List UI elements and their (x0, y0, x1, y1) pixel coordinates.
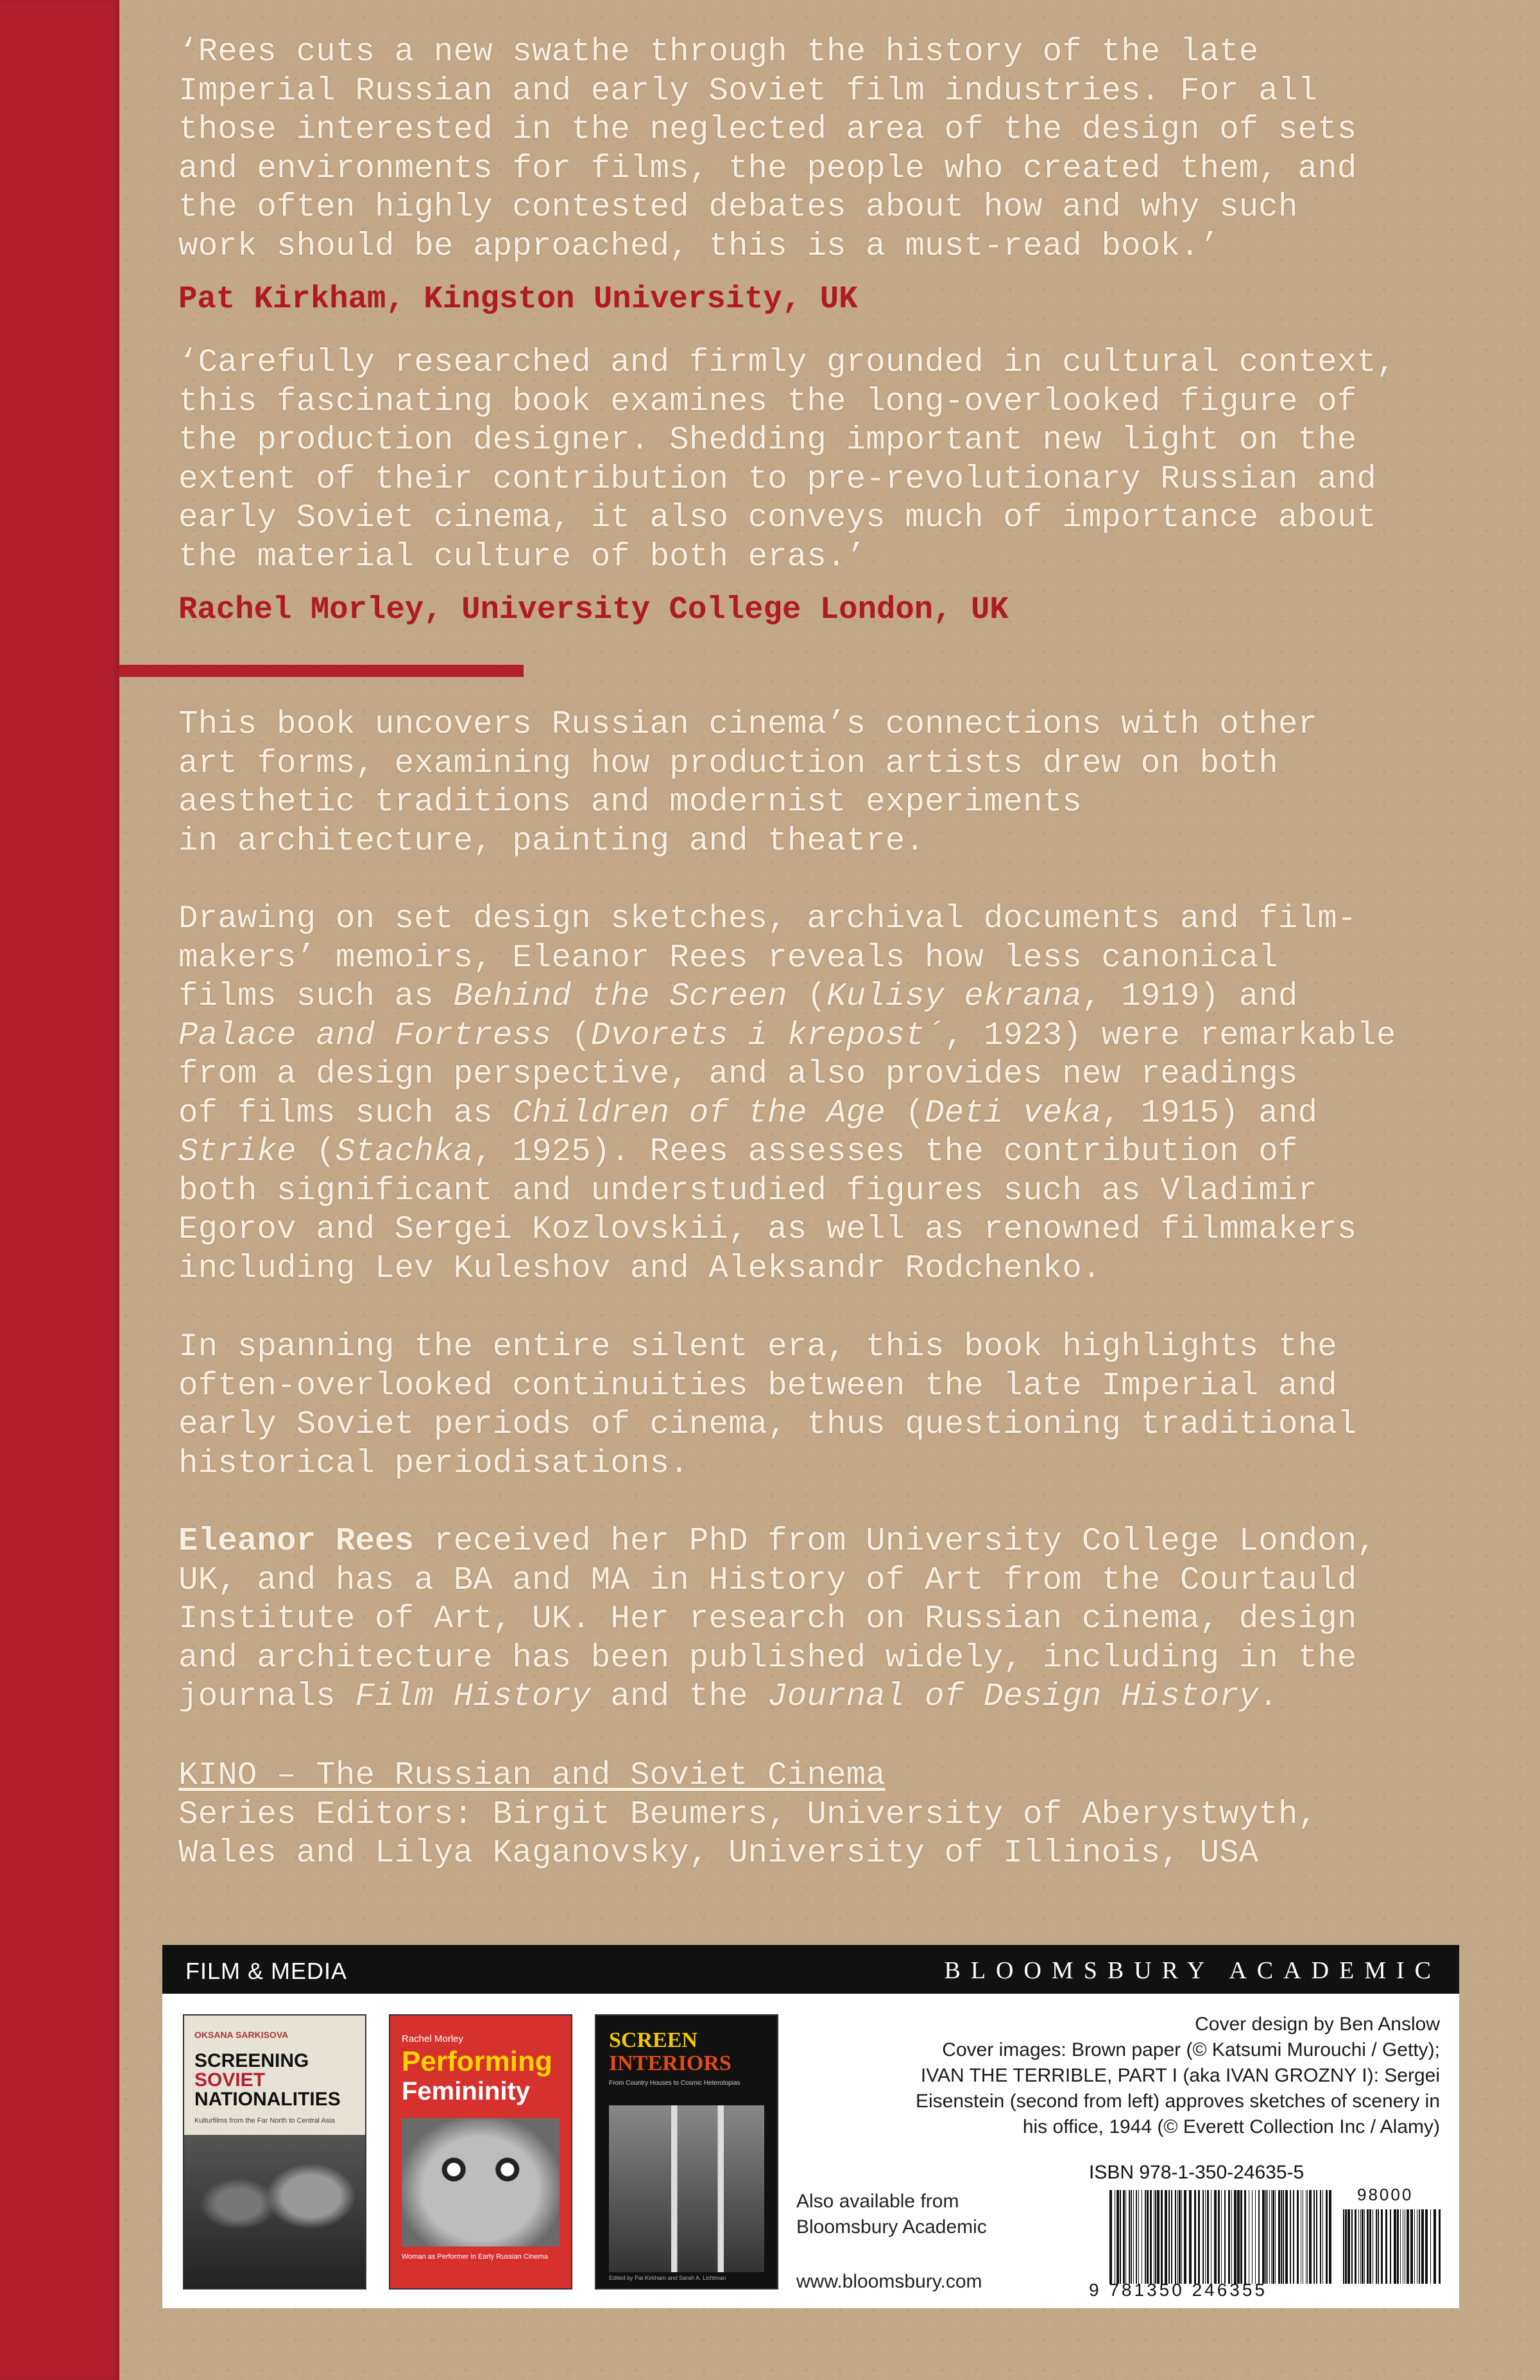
related-book-cover (184, 2016, 365, 2288)
barcode-digits: 9 781350 246355 (1089, 2280, 1267, 2300)
barcode-bar (1278, 2190, 1280, 2284)
text-run: , 1915) and (1101, 1095, 1318, 1132)
barcode-bar (1179, 2190, 1181, 2284)
publisher-panel (162, 1945, 1459, 2308)
paragraph-line: In spanning the entire silent era, this book highlights the (178, 1329, 1337, 1366)
barcode-bar (1194, 2190, 1196, 2284)
paragraph-line: Drawing on set design sketches, archival documents and film- (178, 901, 1357, 937)
barcode-bar (1364, 2209, 1365, 2284)
barcode-bar (1181, 2190, 1182, 2284)
book-editors: Edited by Pat Kirkham and Sarah A. Lichtman (609, 2275, 726, 2281)
barcode-bar (1355, 2209, 1356, 2284)
series-editors-line: Series Editors: Birgit Beumers, University of Aberystwyth, (178, 1796, 1318, 1833)
barcode-bar (1262, 2190, 1265, 2284)
barcode-bar (1351, 2209, 1353, 2284)
barcode-bar (1316, 2190, 1317, 2284)
barcode-bar (1267, 2190, 1268, 2284)
quote-line: the production designer. Shedding important new light on the (178, 422, 1357, 459)
barcode-bar (1168, 2190, 1170, 2284)
film-title: Dvorets i krepost´ (590, 1017, 945, 1054)
paragraph-line (178, 1017, 1462, 1056)
barcode-bar (1175, 2190, 1176, 2284)
quote-line: and environments for films, the people who created them, and (178, 150, 1357, 187)
barcode-bar (1421, 2209, 1424, 2284)
paragraph-line: often-overlooked continuities between the late Imperial and (178, 1367, 1337, 1405)
barcode-bar (1120, 2190, 1121, 2284)
red-divider (119, 665, 524, 677)
barcode-bar (1425, 2209, 1428, 2284)
credit-line: IVAN THE TERRIBLE, PART I (aka IVAN GROZNY I): Sergei (920, 2065, 1440, 2086)
barcode-bar (1281, 2190, 1282, 2284)
barcode-bar (1348, 2209, 1350, 2284)
text-run: ( (885, 1095, 925, 1132)
barcode-bar (1165, 2190, 1167, 2284)
barcode-bar (1414, 2209, 1415, 2284)
quote-line: the often highly contested debates about how and why such (178, 189, 1298, 226)
barcode-bar (1265, 2190, 1267, 2284)
text-run: ( (551, 1017, 591, 1054)
paragraph-line (178, 978, 1462, 1017)
series-editors-line: Wales and Lilya Kaganovsky, University of Illinois, USA (178, 1835, 1259, 1872)
barcode-bar (1228, 2190, 1230, 2284)
film-title: Behind the Screen (453, 979, 787, 1015)
barcode-bar (1394, 2209, 1396, 2284)
paragraph-line: from a design perspective, and also provides new readings (178, 1056, 1298, 1093)
paragraph-line: makers’ memoirs, Eleanor Rees reveals how less canonical (178, 939, 1278, 977)
film-title: Kulisy ekrana (826, 979, 1082, 1015)
barcode-bar (1125, 2190, 1126, 2284)
publisher-website: www.bloomsbury.com (796, 2271, 982, 2292)
barcode-bar (1177, 2190, 1178, 2284)
quote-line: the material culture of both eras.’ (178, 538, 866, 576)
barcode-bar (1147, 2190, 1149, 2284)
film-title: Deti veka (925, 1095, 1102, 1132)
book-title-line: NATIONALITIES (194, 2089, 341, 2110)
barcode-bar (1116, 2190, 1119, 2284)
credit-line: Eisenstein (second from left) approves sketches of scenery in (915, 2091, 1440, 2112)
barcode-bar (1285, 2190, 1288, 2284)
paragraph-line: historical periodisations. (178, 1445, 689, 1482)
author-name: Eleanor Rees (178, 1523, 415, 1560)
paragraph-line: early Soviet periods of cinema, thus questioning traditional (178, 1407, 1357, 1443)
barcode-bar (1252, 2190, 1253, 2284)
paragraph-line: both significant and understudied figures such as Vladimir (178, 1172, 1318, 1210)
barcode-bar (1145, 2190, 1146, 2284)
barcode-bar (1171, 2190, 1172, 2284)
cover-credits (837, 2012, 1440, 2140)
barcode-bar (1237, 2190, 1240, 2284)
barcode-bar (1157, 2190, 1159, 2284)
also-available-line: Bloomsbury Academic (796, 2216, 987, 2238)
quote-1 (178, 33, 1462, 266)
barcode-bar (1202, 2190, 1204, 2284)
barcode-bar (1136, 2190, 1137, 2284)
film-title: Palace and Fortress (178, 1017, 552, 1054)
paragraph-line: UK, and has a BA and MA in History of Art from the Courtauld (178, 1562, 1357, 1599)
barcode-bar (1410, 2209, 1413, 2284)
barcode-bar (1326, 2190, 1328, 2284)
publisher-logo: BLOOMSBURY ACADEMIC (944, 1957, 1441, 1984)
description-paragraph-2 (178, 900, 1462, 1288)
barcode-bar (1400, 2209, 1401, 2284)
barcode-bar (1221, 2190, 1222, 2284)
barcode-bar (1214, 2190, 1217, 2284)
paragraph-line: This book uncovers Russian cinema’s connections with other (178, 706, 1318, 743)
related-book-cover (390, 2016, 571, 2288)
quote-1-attribution: Pat Kirkham, Kingston University, UK (178, 281, 858, 317)
barcode-bar (1419, 2209, 1420, 2284)
text-run: and the (590, 1679, 768, 1715)
barcode-bar (1307, 2190, 1308, 2284)
paragraph-line (178, 1133, 1462, 1172)
barcode-bar (1275, 2190, 1276, 2284)
book-title-line: SCREENING (194, 2050, 309, 2071)
paragraph-line (178, 1523, 1462, 1562)
barcode-bar (1133, 2190, 1134, 2284)
film-title: Strike (178, 1134, 296, 1170)
paragraph-line: Institute of Art, UK. Her research on Russian cinema, design (178, 1601, 1357, 1638)
quote-line: work should be approached, this is a must-read book.’ (178, 228, 1220, 265)
barcode-bar (1271, 2190, 1272, 2284)
barcode-bar (1109, 2190, 1112, 2284)
book-title-line: SCREEN (609, 2028, 697, 2052)
book-cover-photo (609, 2105, 764, 2272)
text-run: , 1925). Rees assesses the contribution of (473, 1134, 1298, 1170)
barcode-bar (1207, 2190, 1209, 2284)
barcode-bar (1231, 2190, 1232, 2284)
barcode-bar (1189, 2190, 1192, 2284)
barcode-bar (1397, 2209, 1399, 2284)
quote-line: Imperial Russian and early Soviet film industries. For all (178, 73, 1318, 110)
quote-line: ‘Carefully researched and firmly grounded in cultural context, (178, 345, 1396, 381)
barcode-bar (1430, 2209, 1431, 2284)
credit-line: Cover images: Brown paper (© Katsumi Murouchi / Getty); (942, 2039, 1440, 2060)
barcode-bar (1269, 2190, 1270, 2284)
barcode-bar (1240, 2190, 1242, 2284)
text-run: ( (787, 979, 826, 1015)
journal-title: Film History (355, 1679, 591, 1715)
barcode-bar (1123, 2190, 1125, 2284)
text-run: received her PhD from University College London, (414, 1523, 1376, 1560)
barcode-bar (1322, 2190, 1323, 2284)
paragraph-line: including Lev Kuleshov and Aleksandr Rodchenko. (178, 1250, 1102, 1287)
paragraph-line (178, 1678, 1462, 1717)
barcode-bar (1297, 2190, 1299, 2284)
barcode-bar (1376, 2209, 1377, 2284)
barcode-bar (1390, 2209, 1391, 2284)
credit-line: his office, 1944 (© Everett Collection Inc / Alamy) (1022, 2116, 1440, 2137)
barcode-bar (1234, 2190, 1236, 2284)
paragraph-line: in architecture, painting and theatre. (178, 823, 925, 860)
paragraph-line: art forms, examining how production artists drew on both (178, 745, 1278, 782)
book-subtitle: Woman as Performer in Early Russian Cinema (402, 2253, 548, 2261)
barcode-bar (1184, 2190, 1186, 2284)
barcode-bar (1313, 2190, 1315, 2284)
subject-category: FILM & MEDIA (185, 1958, 348, 1984)
also-available (796, 2189, 1040, 2240)
quote-2-attribution: Rachel Morley, University College London, UK (178, 592, 1009, 628)
barcode-bar (1129, 2190, 1130, 2284)
book-title-line: SOVIET (194, 2069, 266, 2091)
paragraph-line: aesthetic traditions and modernist experiments (178, 784, 1082, 821)
barcode-bar (1293, 2190, 1294, 2284)
book-subtitle: From Country Houses to Cosmic Heterotopias (609, 2080, 740, 2087)
quote-line: ‘Rees cuts a new swathe through the history of the late (178, 34, 1259, 71)
text-run: journals (178, 1679, 355, 1715)
red-spine-band (0, 0, 119, 2380)
barcode-bar (1309, 2190, 1312, 2284)
barcode-bar (1407, 2209, 1409, 2284)
also-available-line: Also available from (796, 2191, 959, 2212)
barcode-bar (1131, 2190, 1132, 2284)
book-author: OKSANA SARKISOVA (194, 2030, 289, 2040)
price-code: 98000 (1357, 2185, 1414, 2204)
book-title-line: INTERIORS (609, 2051, 732, 2075)
barcode-bar (1358, 2209, 1359, 2284)
barcode-bar (1320, 2190, 1321, 2284)
barcode-bar (1439, 2209, 1441, 2284)
barcode-bar (1224, 2190, 1226, 2284)
film-title: Stachka (335, 1134, 474, 1170)
barcode-bar (1378, 2209, 1379, 2284)
description-paragraph-1 (178, 706, 1462, 861)
book-subtitle: Kulturfilms from the Far North to Central Asia (194, 2117, 335, 2125)
film-title: Children of the Age (512, 1095, 886, 1132)
barcode-bar (1255, 2190, 1256, 2284)
barcode-bar (1381, 2209, 1383, 2284)
text-run: films such as (178, 979, 454, 1015)
quote-line: early Soviet cinema, it also conveys much of importance about (178, 500, 1376, 536)
quote-line: this fascinating book examines the long-overlooked figure of (178, 383, 1357, 420)
barcode-bar (1360, 2209, 1361, 2284)
book-cover-photo (184, 2135, 365, 2288)
isbn-barcode (1108, 2190, 1333, 2284)
series-title: KINO – The Russian and Soviet Cinema (178, 1758, 886, 1794)
paragraph-line (178, 1095, 1462, 1134)
book-title (194, 2051, 355, 2109)
barcode-bar (1433, 2209, 1436, 2284)
barcode-bar (1345, 2209, 1347, 2284)
barcode-bar (1283, 2190, 1284, 2284)
book-author: Rachel Morley (402, 2033, 463, 2044)
text-run: of films such as (178, 1095, 513, 1132)
text-run: ( (296, 1134, 336, 1170)
barcode-bar (1272, 2190, 1274, 2284)
quote-line: those interested in the neglected area of the design of sets (178, 112, 1357, 148)
text-run: . (1258, 1679, 1278, 1715)
barcode-bar (1385, 2209, 1387, 2284)
barcode-bar (1367, 2209, 1369, 2284)
barcode-bar (1362, 2209, 1364, 2284)
credit-line: Cover design by Ben Anslow (1195, 2014, 1440, 2035)
book-title-line: Performing (402, 2046, 552, 2077)
book-title-line: Femininity (402, 2077, 531, 2105)
barcode-bar (1161, 2190, 1163, 2284)
text-run: , 1919) and (1081, 979, 1298, 1015)
author-bio (178, 1523, 1462, 1717)
series-info (178, 1757, 1462, 1874)
quote-line: extent of their contribution to pre-revolutionary Russian and (178, 461, 1376, 498)
barcode-bar (1258, 2190, 1260, 2284)
description-paragraph-3 (178, 1328, 1462, 1484)
journal-title: Journal of Design History (767, 1679, 1259, 1715)
paragraph-line: Egorov and Sergei Kozlovskii, as well as renowned filmmakers (178, 1211, 1357, 1248)
barcode-bar (1343, 2209, 1344, 2284)
barcode-bar (1205, 2190, 1206, 2284)
barcode-bar (1244, 2190, 1246, 2284)
barcode-bar (1150, 2190, 1152, 2284)
barcode-bar (1198, 2190, 1200, 2284)
barcode-bar (1218, 2190, 1220, 2284)
related-book-cover (596, 2016, 777, 2288)
barcode-bar (1138, 2190, 1139, 2284)
panel-header-bar (162, 1945, 1459, 1994)
barcode-bar (1329, 2190, 1331, 2284)
barcode-bar (1290, 2190, 1291, 2284)
book-cover-photo (402, 2118, 560, 2247)
barcode-bar (1369, 2209, 1371, 2284)
quote-2 (178, 344, 1462, 577)
barcode-bar (1155, 2190, 1156, 2284)
isbn-number: ISBN 978-1-350-24635-5 (1089, 2162, 1305, 2183)
text-run: , 1923) were remarkable (944, 1017, 1396, 1054)
paragraph-line: and architecture has been published widely, including in the (178, 1639, 1357, 1677)
